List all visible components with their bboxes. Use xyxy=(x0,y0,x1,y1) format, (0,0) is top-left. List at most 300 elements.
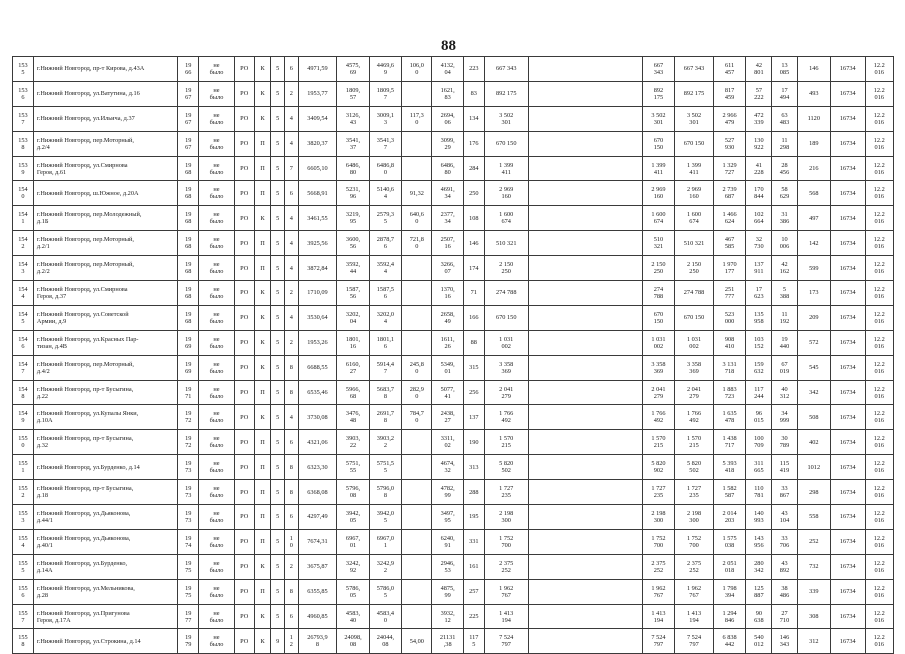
cell-cost-local: 11 298 xyxy=(772,131,797,156)
cell-cost-own: 2 966 479 xyxy=(713,106,745,131)
empty-cell xyxy=(528,156,642,181)
cell-cost-total: 2 198 300 xyxy=(484,505,528,530)
cell-cost-total-2: 3 502 301 xyxy=(675,106,714,131)
cell-row-number: 154 1 xyxy=(13,206,34,231)
cell-cost-budget: 42 801 xyxy=(746,57,772,82)
cell-cost-local: 115 419 xyxy=(772,455,797,480)
cell-total-area: 6368,08 xyxy=(298,480,337,505)
cell-row-number: 154 2 xyxy=(13,231,34,256)
cell-floors: 5 xyxy=(271,231,285,256)
cell-row-number: 153 8 xyxy=(13,131,34,156)
cell-floors: 5 xyxy=(271,355,285,380)
cell-demolition: не было xyxy=(199,181,235,206)
cell-build-year: 19 67 xyxy=(178,106,199,131)
cell-limit-cost: 16734 xyxy=(831,579,866,604)
cell-unit-cost: 572 xyxy=(797,330,830,355)
cell-area-residential: 5914,4 7 xyxy=(369,355,401,380)
cell-build-year: 19 72 xyxy=(178,405,199,430)
table-row xyxy=(13,206,894,231)
cell-entrances: 8 xyxy=(285,380,299,405)
cell-residents: 88 xyxy=(463,330,484,355)
cell-build-year: 19 73 xyxy=(178,505,199,530)
cell-date: 12.2 016 xyxy=(865,57,893,82)
cell-cost-local: 30 789 xyxy=(772,430,797,455)
cell-area-residential: 3202,0 4 xyxy=(369,305,401,330)
cell-living-area: 3476, 48 xyxy=(337,405,369,430)
cell-address: г.Нижний Новгород, пер.Моторный, д.4/2 xyxy=(33,355,177,380)
cell-roof-type: РО xyxy=(234,305,254,330)
cell-area-residential: 6967,0 1 xyxy=(369,529,401,554)
cell-cost-own: 2 739 687 xyxy=(713,181,745,206)
cell-living-area: 1587, 56 xyxy=(337,281,369,306)
table-row xyxy=(13,355,894,380)
cell-living-area: 5231, 96 xyxy=(337,181,369,206)
cell-area-residential: 5786,0 5 xyxy=(369,579,401,604)
cell-cost-local: 11 192 xyxy=(772,305,797,330)
cell-address: г.Нижний Новгород, пер.Моторный, д.2/2 xyxy=(33,256,177,281)
table-row xyxy=(13,305,894,330)
cell-entrances: 4 xyxy=(285,405,299,430)
cell-cost-fund: 3 358 369 xyxy=(642,355,674,380)
cell-wall-material: К xyxy=(254,554,271,579)
cell-area-nonresidential xyxy=(402,529,432,554)
cell-entrances: 8 xyxy=(285,355,299,380)
cell-living-area: 6160, 27 xyxy=(337,355,369,380)
cell-cost-own: 3 131 718 xyxy=(713,355,745,380)
cell-wall-material: П xyxy=(254,256,271,281)
cell-unit-cost: 558 xyxy=(797,505,830,530)
cell-living-area: 6967, 01 xyxy=(337,529,369,554)
cell-row-number: 153 7 xyxy=(13,106,34,131)
cell-date: 12.2 016 xyxy=(865,131,893,156)
cell-residents: 146 xyxy=(463,231,484,256)
cell-entrances: 4 xyxy=(285,131,299,156)
cell-wall-material: К xyxy=(254,106,271,131)
cell-cost-budget: 137 911 xyxy=(746,256,772,281)
table-row xyxy=(13,231,894,256)
table-row xyxy=(13,554,894,579)
cell-area-residential: 3541,3 7 xyxy=(369,131,401,156)
cell-cost-own: 817 459 xyxy=(713,81,745,106)
cell-cost-budget: 280 342 xyxy=(746,554,772,579)
cell-cost-total: 892 175 xyxy=(484,81,528,106)
cell-cost-fund: 3 502 301 xyxy=(642,106,674,131)
table-row xyxy=(13,81,894,106)
cell-wall-material: П xyxy=(254,156,271,181)
cell-area-owned: 4132, 04 xyxy=(432,57,463,82)
cell-address: г.Нижний Новгород, ул.Красных Пар- тизан, д.4В xyxy=(33,330,177,355)
cell-build-year: 19 75 xyxy=(178,554,199,579)
cell-total-area: 3461,55 xyxy=(298,206,337,231)
cell-area-residential: 3942,0 5 xyxy=(369,505,401,530)
empty-cell xyxy=(528,281,642,306)
cell-unit-cost: 508 xyxy=(797,405,830,430)
cell-cost-total-2: 7 524 797 xyxy=(675,629,714,654)
empty-cell xyxy=(528,305,642,330)
cell-cost-fund: 2 041 279 xyxy=(642,380,674,405)
cell-row-number: 155 5 xyxy=(13,554,34,579)
cell-area-owned: 2377, 34 xyxy=(432,206,463,231)
cell-unit-cost: 599 xyxy=(797,256,830,281)
cell-cost-total: 5 820 502 xyxy=(484,455,528,480)
cell-cost-fund: 5 820 902 xyxy=(642,455,674,480)
cell-cost-own: 467 585 xyxy=(713,231,745,256)
cell-cost-budget: 96 015 xyxy=(746,405,772,430)
table-row xyxy=(13,156,894,181)
cell-total-area: 3675,87 xyxy=(298,554,337,579)
cell-cost-total-2: 667 343 xyxy=(675,57,714,82)
cell-cost-local: 34 999 xyxy=(772,405,797,430)
cell-floors: 5 xyxy=(271,206,285,231)
cell-build-year: 19 68 xyxy=(178,206,199,231)
cell-area-nonresidential xyxy=(402,131,432,156)
cell-wall-material: К xyxy=(254,305,271,330)
cell-build-year: 19 69 xyxy=(178,330,199,355)
cell-area-owned: 4691, 34 xyxy=(432,181,463,206)
cell-row-number: 154 0 xyxy=(13,181,34,206)
cell-limit-cost: 16734 xyxy=(831,554,866,579)
cell-area-owned: 3311, 02 xyxy=(432,430,463,455)
empty-cell xyxy=(528,231,642,256)
cell-demolition: не было xyxy=(199,305,235,330)
cell-floors: 5 xyxy=(271,430,285,455)
cell-unit-cost: 545 xyxy=(797,355,830,380)
cell-wall-material: П xyxy=(254,430,271,455)
cell-cost-local: 146 343 xyxy=(772,629,797,654)
cell-wall-material: К xyxy=(254,629,271,654)
cell-wall-material: П xyxy=(254,380,271,405)
cell-cost-budget: 100 709 xyxy=(746,430,772,455)
cell-cost-own: 6 838 442 xyxy=(713,629,745,654)
empty-cell xyxy=(528,629,642,654)
cell-roof-type: РО xyxy=(234,57,254,82)
cell-area-residential: 6486,8 0 xyxy=(369,156,401,181)
cell-cost-local: 5 388 xyxy=(772,281,797,306)
cell-area-nonresidential xyxy=(402,281,432,306)
cell-area-owned: 2507, 16 xyxy=(432,231,463,256)
cell-residents: 161 xyxy=(463,554,484,579)
cell-area-nonresidential: 106,0 0 xyxy=(402,57,432,82)
cell-floors: 5 xyxy=(271,256,285,281)
cell-residents: 137 xyxy=(463,405,484,430)
cell-cost-total: 670 150 xyxy=(484,305,528,330)
cell-total-area: 3530,64 xyxy=(298,305,337,330)
table-row xyxy=(13,505,894,530)
cell-roof-type: РО xyxy=(234,181,254,206)
cell-wall-material: П xyxy=(254,455,271,480)
cell-cost-local: 63 483 xyxy=(772,106,797,131)
cell-total-area: 6535,46 xyxy=(298,380,337,405)
cell-address: г.Нижний Новгород, ул.Бурденко, д.14А xyxy=(33,554,177,579)
cell-living-area: 3600, 56 xyxy=(337,231,369,256)
cell-cost-local: 43 892 xyxy=(772,554,797,579)
cell-cost-local: 10 006 xyxy=(772,231,797,256)
cell-living-area: 5751, 55 xyxy=(337,455,369,480)
cell-limit-cost: 16734 xyxy=(831,256,866,281)
empty-cell xyxy=(528,106,642,131)
cell-living-area: 3903, 22 xyxy=(337,430,369,455)
cell-demolition: не было xyxy=(199,430,235,455)
cell-limit-cost: 16734 xyxy=(831,430,866,455)
cell-limit-cost: 16734 xyxy=(831,231,866,256)
cell-cost-total-2: 1 727 235 xyxy=(675,480,714,505)
cell-unit-cost: 1012 xyxy=(797,455,830,480)
cell-residents: 331 xyxy=(463,529,484,554)
cell-area-residential: 5140,6 4 xyxy=(369,181,401,206)
table-row xyxy=(13,629,894,654)
cell-area-owned: 2946, 53 xyxy=(432,554,463,579)
cell-cost-total-2: 1 766 492 xyxy=(675,405,714,430)
cell-cost-total: 670 150 xyxy=(484,131,528,156)
cell-floors: 5 xyxy=(271,505,285,530)
cell-row-number: 153 5 xyxy=(13,57,34,82)
cell-cost-total-2: 2 041 279 xyxy=(675,380,714,405)
cell-entrances: 8 xyxy=(285,455,299,480)
cell-build-year: 19 68 xyxy=(178,181,199,206)
cell-area-nonresidential xyxy=(402,156,432,181)
cell-wall-material: К xyxy=(254,281,271,306)
cell-living-area: 3242, 92 xyxy=(337,554,369,579)
cell-floors: 5 xyxy=(271,480,285,505)
table-row xyxy=(13,405,894,430)
cell-row-number: 153 6 xyxy=(13,81,34,106)
cell-unit-cost: 146 xyxy=(797,57,830,82)
cell-cost-local: 33 867 xyxy=(772,480,797,505)
cell-roof-type: РО xyxy=(234,206,254,231)
cell-cost-own: 523 000 xyxy=(713,305,745,330)
cell-area-residential: 4469,6 9 xyxy=(369,57,401,82)
cell-area-owned: 3099, 29 xyxy=(432,131,463,156)
empty-cell xyxy=(528,57,642,82)
cell-floors: 5 xyxy=(271,81,285,106)
cell-total-area: 7674,31 xyxy=(298,529,337,554)
table-row xyxy=(13,604,894,629)
cell-area-residential: 1809,5 7 xyxy=(369,81,401,106)
cell-address: г.Нижний Новгород, ул.Купалы Янки, д.10А xyxy=(33,405,177,430)
cell-cost-budget: 117 244 xyxy=(746,380,772,405)
cell-entrances: 6 xyxy=(285,505,299,530)
cell-cost-own: 1 970 177 xyxy=(713,256,745,281)
cell-build-year: 19 68 xyxy=(178,156,199,181)
cell-cost-fund: 1 766 492 xyxy=(642,405,674,430)
cell-area-nonresidential xyxy=(402,256,432,281)
cell-cost-fund: 670 150 xyxy=(642,305,674,330)
cell-build-year: 19 68 xyxy=(178,231,199,256)
cell-wall-material: К xyxy=(254,604,271,629)
cell-cost-total-2: 1 962 767 xyxy=(675,579,714,604)
cell-cost-budget: 140 993 xyxy=(746,505,772,530)
cell-cost-own: 611 457 xyxy=(713,57,745,82)
cell-area-nonresidential xyxy=(402,505,432,530)
cell-row-number: 154 9 xyxy=(13,405,34,430)
cell-date: 12.2 016 xyxy=(865,206,893,231)
cell-cost-fund: 2 375 252 xyxy=(642,554,674,579)
cell-area-residential: 3903,2 2 xyxy=(369,430,401,455)
cell-area-owned: 6486, 80 xyxy=(432,156,463,181)
cell-cost-total: 2 150 250 xyxy=(484,256,528,281)
cell-total-area: 3730,08 xyxy=(298,405,337,430)
cell-entrances: 2 xyxy=(285,554,299,579)
cell-wall-material: К xyxy=(254,405,271,430)
cell-area-nonresidential xyxy=(402,604,432,629)
cell-entrances: 4 xyxy=(285,305,299,330)
cell-unit-cost: 339 xyxy=(797,579,830,604)
cell-limit-cost: 16734 xyxy=(831,57,866,82)
cell-cost-fund: 2 150 250 xyxy=(642,256,674,281)
cell-entrances: 2 xyxy=(285,281,299,306)
cell-demolition: не было xyxy=(199,529,235,554)
cell-date: 12.2 016 xyxy=(865,156,893,181)
cell-address: г.Нижний Новгород, пер.Моторный, д.2/1 xyxy=(33,231,177,256)
cell-cost-budget: 41 228 xyxy=(746,156,772,181)
cell-floors: 5 xyxy=(271,330,285,355)
cell-area-nonresidential xyxy=(402,330,432,355)
cell-limit-cost: 16734 xyxy=(831,156,866,181)
cell-entrances: 8 xyxy=(285,579,299,604)
cell-demolition: не было xyxy=(199,579,235,604)
cell-address: г.Нижний Новгород, пр-т Бусыгина, д.18 xyxy=(33,480,177,505)
cell-date: 12.2 016 xyxy=(865,629,893,654)
cell-area-residential: 2579,3 5 xyxy=(369,206,401,231)
cell-address: г.Нижний Новгород, ул.Дьяконова, д.40/1 xyxy=(33,529,177,554)
cell-cost-local: 13 085 xyxy=(772,57,797,82)
cell-cost-budget: 540 012 xyxy=(746,629,772,654)
cell-living-area: 6486, 80 xyxy=(337,156,369,181)
cell-roof-type: РО xyxy=(234,430,254,455)
cell-demolition: не было xyxy=(199,330,235,355)
cell-area-owned: 1621, 83 xyxy=(432,81,463,106)
cell-cost-own: 251 777 xyxy=(713,281,745,306)
cell-floors: 5 xyxy=(271,380,285,405)
cell-cost-fund: 1 399 411 xyxy=(642,156,674,181)
cell-total-area: 4321,06 xyxy=(298,430,337,455)
cell-residents: 174 xyxy=(463,256,484,281)
cell-cost-total: 1 752 700 xyxy=(484,529,528,554)
cell-entrances: 6 xyxy=(285,430,299,455)
cell-address: г.Нижний Новгород, ул.Пригунова Героя, д.17А xyxy=(33,604,177,629)
cell-demolition: не было xyxy=(199,81,235,106)
cell-floors: 5 xyxy=(271,579,285,604)
cell-area-nonresidential: 640,6 0 xyxy=(402,206,432,231)
cell-cost-own: 1 798 394 xyxy=(713,579,745,604)
cell-date: 12.2 016 xyxy=(865,579,893,604)
cell-row-number: 153 9 xyxy=(13,156,34,181)
cell-cost-total-2: 5 820 502 xyxy=(675,455,714,480)
cell-cost-budget: 17 623 xyxy=(746,281,772,306)
cell-cost-local: 38 486 xyxy=(772,579,797,604)
cell-limit-cost: 16734 xyxy=(831,480,866,505)
table-row xyxy=(13,430,894,455)
cell-demolition: не было xyxy=(199,629,235,654)
cell-address: г.Нижний Новгород, ул.Смирнова Героя, д.61 xyxy=(33,156,177,181)
cell-area-nonresidential: 91,32 xyxy=(402,181,432,206)
cell-cost-own: 1 294 846 xyxy=(713,604,745,629)
cell-roof-type: РО xyxy=(234,281,254,306)
cell-cost-fund: 1 727 235 xyxy=(642,480,674,505)
cell-cost-total-2: 510 321 xyxy=(675,231,714,256)
cell-entrances: 4 xyxy=(285,231,299,256)
cell-date: 12.2 016 xyxy=(865,181,893,206)
cell-cost-fund: 892 175 xyxy=(642,81,674,106)
cell-unit-cost: 216 xyxy=(797,156,830,181)
cell-build-year: 19 67 xyxy=(178,131,199,156)
cell-address: г.Нижний Новгород, ул.Мельникова, д.28 xyxy=(33,579,177,604)
cell-cost-local: 58 629 xyxy=(772,181,797,206)
cell-cost-fund: 274 788 xyxy=(642,281,674,306)
cell-floors: 5 xyxy=(271,181,285,206)
cell-cost-total-2: 1 031 002 xyxy=(675,330,714,355)
cell-cost-budget: 102 664 xyxy=(746,206,772,231)
cell-address: г.Нижний Новгород, ул.Дьяконова, д.44/1 xyxy=(33,505,177,530)
cell-date: 12.2 016 xyxy=(865,231,893,256)
cell-cost-own: 527 930 xyxy=(713,131,745,156)
cell-row-number: 155 0 xyxy=(13,430,34,455)
cell-residents: 313 xyxy=(463,455,484,480)
table-row xyxy=(13,57,894,82)
cell-address: г.Нижний Новгород, пр-т Бусыгина, д.22 xyxy=(33,380,177,405)
cell-build-year: 19 77 xyxy=(178,604,199,629)
cell-total-area: 4971,59 xyxy=(298,57,337,82)
cell-row-number: 155 6 xyxy=(13,579,34,604)
cell-cost-own: 908 410 xyxy=(713,330,745,355)
cell-living-area: 4575, 69 xyxy=(337,57,369,82)
empty-cell xyxy=(528,430,642,455)
cell-wall-material: К xyxy=(254,206,271,231)
table-row xyxy=(13,579,894,604)
empty-cell xyxy=(528,131,642,156)
cell-residents: 250 xyxy=(463,181,484,206)
table-row xyxy=(13,131,894,156)
cell-living-area: 3942, 05 xyxy=(337,505,369,530)
cell-row-number: 155 1 xyxy=(13,455,34,480)
cell-floors: 5 xyxy=(271,529,285,554)
cell-area-owned: 4782, 99 xyxy=(432,480,463,505)
cell-wall-material: К xyxy=(254,57,271,82)
cell-area-residential: 5751,5 5 xyxy=(369,455,401,480)
cell-build-year: 19 68 xyxy=(178,305,199,330)
cell-cost-total: 2 041 279 xyxy=(484,380,528,405)
cell-area-nonresidential: 784,7 0 xyxy=(402,405,432,430)
cell-area-nonresidential xyxy=(402,480,432,505)
cell-cost-local: 17 494 xyxy=(772,81,797,106)
cell-cost-fund: 670 150 xyxy=(642,131,674,156)
cell-living-area: 3202, 04 xyxy=(337,305,369,330)
cell-address: г.Нижний Новгород, ул.Смирнова Героя, д.37 xyxy=(33,281,177,306)
cell-demolition: не было xyxy=(199,380,235,405)
cell-cost-fund: 2 969 160 xyxy=(642,181,674,206)
cell-demolition: не было xyxy=(199,455,235,480)
cell-limit-cost: 16734 xyxy=(831,181,866,206)
cell-entrances: 7 xyxy=(285,156,299,181)
cell-floors: 5 xyxy=(271,305,285,330)
cell-area-owned: 5349, 01 xyxy=(432,355,463,380)
cell-cost-fund: 1 962 767 xyxy=(642,579,674,604)
cell-demolition: не было xyxy=(199,156,235,181)
cell-area-residential: 3242,9 2 xyxy=(369,554,401,579)
cell-demolition: не было xyxy=(199,480,235,505)
cell-unit-cost: 209 xyxy=(797,305,830,330)
cell-area-residential: 2878,7 6 xyxy=(369,231,401,256)
cell-cost-total-2: 2 969 160 xyxy=(675,181,714,206)
cell-area-owned: 2694, 06 xyxy=(432,106,463,131)
cell-area-nonresidential: 117,3 0 xyxy=(402,106,432,131)
cell-cost-total-2: 1 399 411 xyxy=(675,156,714,181)
cell-total-area: 3872,84 xyxy=(298,256,337,281)
table-row xyxy=(13,106,894,131)
cell-residents: 284 xyxy=(463,156,484,181)
cell-area-owned: 21131 ,38 xyxy=(432,629,463,654)
cell-row-number: 155 8 xyxy=(13,629,34,654)
